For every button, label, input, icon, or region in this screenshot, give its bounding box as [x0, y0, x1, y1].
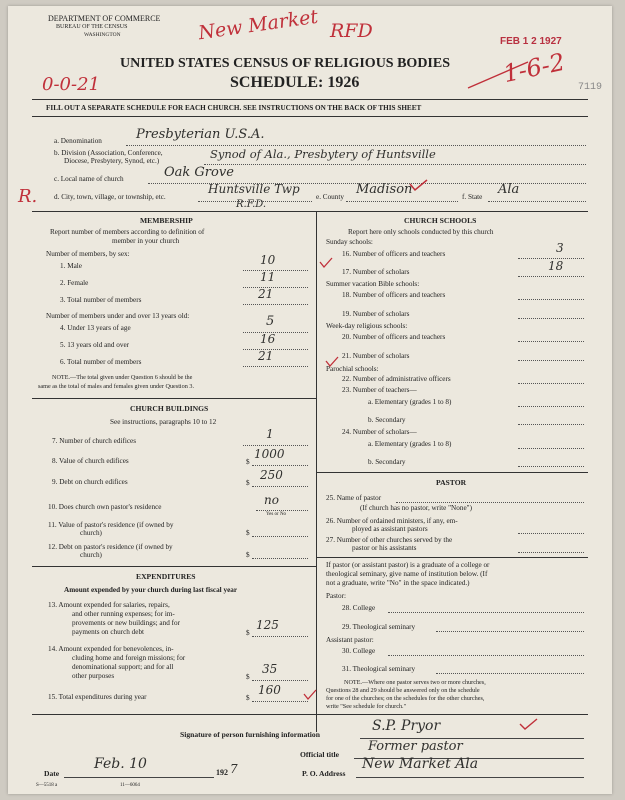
division-value[interactable]: Synod of Ala., Presbytery of Huntsville: [210, 147, 436, 161]
weekday-label: Week-day religious schools:: [326, 322, 408, 330]
check-mark-icon: [520, 719, 537, 729]
graduate-note-1: If pastor (or assistant pastor) is a graduate of a college or: [326, 561, 490, 569]
age-label: Number of members under and over 13 years old:: [46, 312, 190, 320]
check-mark-icon: [468, 62, 528, 88]
parochial-label: Parochial schools:: [326, 365, 379, 373]
q5-over13-value[interactable]: 16: [260, 332, 276, 346]
handwritten-rfd: RFD: [330, 20, 373, 42]
po-address-value[interactable]: New Market Ala: [362, 756, 479, 772]
q12-label: 12. Debt on pastor's residence (if owned by: [48, 543, 173, 551]
q2-female-label: 2. Female: [60, 279, 89, 287]
by-sex-label: Number of members, by sex:: [46, 250, 130, 258]
signature-value[interactable]: S.P. Pryor: [372, 718, 441, 734]
margin-mark: R.: [18, 186, 38, 207]
po-address-label: P. O. Address: [302, 769, 346, 778]
q24b-label: b. Secondary: [368, 458, 406, 466]
pastor-note-1: NOTE.—Where one pastor serves two or more churches,: [344, 679, 486, 686]
q8-label: 8. Value of church edifices: [52, 457, 129, 465]
pastor-note-4: write "See schedule for church.": [326, 703, 407, 710]
handwritten-code-right: 1-6-2: [500, 47, 568, 89]
q27-label-2: pastor or his assistants: [352, 544, 417, 552]
check-mark-icon: [304, 690, 316, 699]
q31-label: 31. Theological seminary: [342, 665, 416, 673]
q17-label: 17. Number of scholars: [342, 268, 410, 276]
form-number: S—5518 a: [36, 783, 58, 788]
expenditures-title: EXPENDITURES: [136, 572, 196, 581]
city-town-value-2: R.F.D.: [236, 199, 267, 210]
q13-value[interactable]: 125: [256, 618, 279, 632]
print-number: 11—6064: [120, 783, 140, 788]
q21-label: 21. Number of scholars: [342, 352, 410, 360]
state-value[interactable]: Ala: [498, 182, 520, 197]
q17-value[interactable]: 18: [548, 259, 564, 273]
date-value[interactable]: Feb. 10: [94, 756, 147, 772]
department-label: DEPARTMENT OF COMMERCE: [48, 14, 161, 23]
q16-value[interactable]: 3: [556, 241, 564, 255]
q26-label: 26. Number of ordained ministers, if any, em-: [326, 517, 458, 525]
q23a-label: a. Elementary (grades 1 to 8): [368, 398, 452, 406]
check-marks: [8, 6, 612, 794]
q15-label: 15. Total expenditures during year: [48, 693, 147, 701]
membership-note-2: same as the total of males and females given under Question 3.: [38, 383, 195, 390]
handwritten-code-left: 0-0-21: [42, 74, 100, 95]
q11-label-2: church): [80, 529, 102, 537]
bureau-label: BUREAU OF THE CENSUS: [56, 24, 128, 30]
q4-under13-value[interactable]: 5: [266, 314, 275, 329]
q1-male-value[interactable]: 10: [260, 253, 276, 267]
instruction-banner: FILL OUT A SEPARATE SCHEDULE FOR EACH CHURCH. SEE INSTRUCTIONS ON THE BACK OF THIS SHEET: [46, 104, 422, 112]
q25-label: 25. Name of pastor: [326, 494, 382, 502]
schools-sub: Report here only schools conducted by this church: [348, 228, 494, 236]
graduate-note-3: not a graduate, write "No" in the space indicated.): [326, 579, 470, 587]
q10-value[interactable]: no: [264, 493, 279, 507]
q12-dollar: $: [246, 551, 250, 559]
buildings-sub: See instructions, paragraphs 10 to 12: [110, 418, 217, 426]
city-label: WASHINGTON: [84, 32, 121, 38]
check-mark-icon: [326, 357, 338, 366]
state-label: f. State: [462, 193, 483, 201]
q5-over13-label: 5. 13 years old and over: [60, 341, 130, 349]
q24-label: 24. Number of scholars—: [342, 428, 417, 436]
q22-label: 22. Number of administrative officers: [342, 375, 451, 383]
q12-label-2: church): [80, 551, 102, 559]
q24a-label: a. Elementary (grades 1 to 8): [368, 440, 452, 448]
q19-label: 19. Number of scholars: [342, 310, 410, 318]
q16-label: 16. Number of officers and teachers: [342, 250, 446, 258]
schools-title: CHURCH SCHOOLS: [404, 216, 477, 225]
q30-label: 30. College: [342, 647, 376, 655]
q4-under13-label: 4. Under 13 years of age: [60, 324, 131, 332]
check-mark-icon: [320, 258, 332, 267]
assistant-label: Assistant pastor:: [326, 636, 374, 644]
q3-total-value[interactable]: 21: [258, 287, 274, 301]
pastor-title: PASTOR: [436, 478, 467, 487]
schedule-title: SCHEDULE: 1926: [230, 74, 360, 91]
membership-title: MEMBERSHIP: [140, 216, 193, 225]
q28-label: 28. College: [342, 604, 376, 612]
q9-value[interactable]: 250: [260, 468, 283, 482]
pastor-note-2: Questions 28 and 29 should be answered only on the schedule: [326, 687, 480, 694]
q2-female-value[interactable]: 11: [260, 270, 276, 284]
q7-value[interactable]: 1: [266, 427, 274, 441]
q3-total-label: 3. Total number of members: [60, 296, 142, 304]
pastor-note-3: for one of the churches; on the schedules for the other churches,: [326, 695, 485, 702]
stamp-number: 7119: [578, 82, 603, 93]
membership-sub-1: Report number of members according to definition of: [50, 228, 205, 236]
q8-value[interactable]: 1000: [254, 447, 285, 461]
year-value[interactable]: 7: [230, 762, 238, 776]
signature-label: Signature of person furnishing information: [180, 730, 320, 739]
membership-note-1: NOTE.—The total given under Question 6 should be the: [52, 374, 193, 381]
division-label-2: Diocese, Presbytery, Synod, etc.): [64, 157, 160, 165]
q13-label-2: and other running expenses; for im-: [72, 610, 175, 618]
q25-hint: (If church has no pastor, write "None"): [360, 504, 472, 512]
q23b-label: b. Secondary: [368, 416, 406, 424]
q13-label-3: provements or new buildings; and for: [72, 619, 180, 627]
expenditures-sub: Amount expended by your church during last fiscal year: [64, 586, 238, 594]
yes-no-hint: Yes or No: [266, 512, 287, 517]
q10-label: 10. Does church own pastor's residence: [48, 503, 162, 511]
q20-label: 20. Number of officers and teachers: [342, 333, 446, 341]
official-title-value[interactable]: Former pastor: [368, 739, 463, 754]
denomination-label: a. Denomination: [54, 137, 102, 145]
q9-dollar: $: [246, 479, 250, 487]
q14-label-1: 14. Amount expended for benevolences, in-: [48, 645, 174, 653]
q11-label: 11. Value of pastor's residence (if owned by: [48, 521, 174, 529]
q18-label: 18. Number of officers and teachers: [342, 291, 446, 299]
census-schedule-form: [8, 6, 612, 794]
membership-sub-2: member in your church: [112, 237, 180, 245]
summer-label: Summer vacation Bible schools:: [326, 280, 420, 288]
official-title-label: Official title: [300, 750, 340, 759]
q7-label: 7. Number of church edifices: [52, 437, 137, 445]
handwritten-new-market: New Market: [197, 6, 320, 45]
year-prefix: 192: [216, 768, 228, 777]
county-value[interactable]: Madison: [356, 182, 413, 197]
denomination-value[interactable]: Presbyterian U.S.A.: [136, 127, 265, 142]
q6-total-value[interactable]: 21: [258, 349, 274, 363]
county-label: e. County: [316, 193, 344, 201]
local-name-value[interactable]: Oak Grove: [164, 165, 234, 180]
city-town-value[interactable]: Huntsville Twp: [208, 182, 300, 196]
q23-label: 23. Number of teachers—: [342, 386, 417, 394]
pastor-sub-label: Pastor:: [326, 592, 346, 600]
q27-label: 27. Number of other churches served by the: [326, 536, 453, 544]
q26-label-2: ployed as assistant pastors: [352, 525, 428, 533]
q6-total-label: 6. Total number of members: [60, 358, 142, 366]
graduate-note-2: theological seminary, give name of institution below. (If: [326, 570, 488, 578]
division-label: b. Division (Association, Conference,: [54, 149, 163, 157]
q13-label-1: 13. Amount expended for salaries, repairs,: [48, 601, 170, 609]
city-town-label: d. City, town, village, or township, etc.: [54, 193, 166, 201]
q15-value[interactable]: 160: [258, 683, 281, 697]
q14-label-3: denominational support; and for all: [72, 663, 174, 671]
q14-label-4: other purposes: [72, 672, 115, 680]
check-mark-icon: [410, 180, 427, 190]
sunday-label: Sunday schools:: [326, 238, 373, 246]
q14-dollar: $: [246, 673, 250, 681]
local-name-label: c. Local name of church: [54, 175, 124, 183]
q29-label: 29. Theological seminary: [342, 623, 416, 631]
q13-label-4: payments on church debt: [72, 628, 145, 636]
received-date-stamp: FEB 1 2 1927: [500, 36, 562, 47]
q14-label-2: cluding home and foreign missions; for: [72, 654, 186, 662]
q1-male-label: 1. Male: [60, 262, 82, 270]
date-label: Date: [44, 769, 60, 778]
q14-value[interactable]: 35: [262, 662, 278, 676]
q13-dollar: $: [246, 629, 250, 637]
form-title: UNITED STATES CENSUS OF RELIGIOUS BODIES: [120, 56, 451, 71]
q11-dollar: $: [246, 529, 250, 537]
q9-label: 9. Debt on church edifices: [52, 478, 128, 486]
q8-dollar: $: [246, 458, 250, 466]
buildings-title: CHURCH BUILDINGS: [130, 404, 209, 413]
q15-dollar: $: [246, 694, 250, 702]
